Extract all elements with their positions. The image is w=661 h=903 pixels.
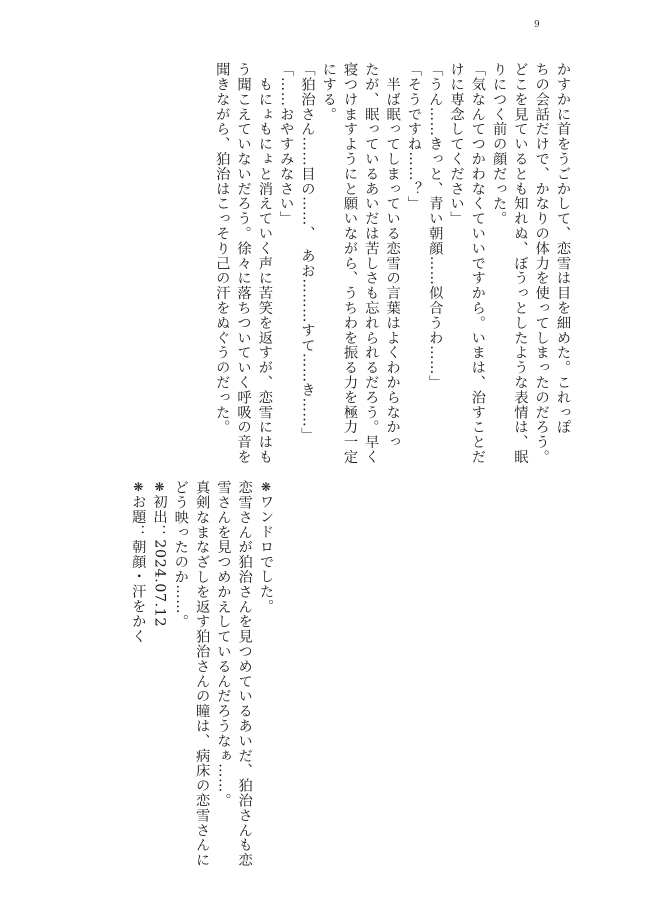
- story-line: 「うん……きっと、青い朝顔……似合うわ……」: [427, 62, 444, 390]
- note-line: 恋雪さんが狛治さんを見つめているあいだ、狛治さんも恋: [236, 480, 253, 868]
- story-line: かすかに首をうごかして、恋雪は目を細めた。これっぽ: [555, 62, 571, 435]
- note-line: どう映ったのか……。: [172, 480, 189, 629]
- snowflake-icon: ❋: [152, 480, 167, 495]
- note-line: 雪さんを見つめかえしているんだろうなぁ……。: [215, 480, 232, 808]
- story-line: もにょもにょと消えていく声に苦笑を返すが、恋雪にはも: [256, 62, 273, 465]
- story-line: たが、眠っているあいだは苦しさも忘れられるだろう。早く: [363, 62, 380, 465]
- story-line: どこを見ているとも知れぬ、ぼうっとしたような表情は、眠: [512, 62, 529, 465]
- note-line: 真剣なまなざしを返す狛治さんの瞳は、病床の恋雪さんに: [194, 480, 211, 868]
- story-line: 「……おやすみなさい」: [278, 62, 295, 226]
- story-line: 聞きながら、狛治はこっそり己の汗をぬぐうのだった。: [214, 62, 231, 435]
- note-line: ❋お題：朝顔・汗をかく: [127, 480, 148, 880]
- note-line: ❋ワンドロでした。: [255, 480, 276, 880]
- afterword-notes: [127, 480, 276, 880]
- story-line: 半ば眠ってしまっている恋雪の言葉はよくわからなかっ: [384, 62, 401, 450]
- snowflake-icon: ❋: [131, 480, 146, 495]
- story-line: にする。: [320, 62, 337, 122]
- story-line: 「そうですね……？」: [405, 62, 422, 211]
- story-text: [211, 62, 573, 492]
- story-line: りにつく前の顔だった。: [491, 62, 508, 226]
- story-line: 「気なんてつかわなくていいですから。いまは、治すことだ: [469, 62, 486, 465]
- story-line: 「狛治さん……目の……、 あお………すて……き……」: [299, 62, 316, 443]
- story-line: 寝つけますようにと願いながら、うちわを振る力を極力一定: [342, 62, 359, 465]
- story-line: ちの会話だけで、かなりの体力を使ってしまったのだろう。: [533, 62, 550, 465]
- story-line: けに専念してください」: [448, 62, 465, 226]
- story-line: う聞こえていないだろう。徐々に落ちついていく呼吸の音を: [235, 62, 252, 465]
- note-line: ❋初出：2024.07.12: [148, 480, 169, 880]
- page-number: 9: [534, 20, 540, 30]
- snowflake-icon: ❋: [259, 480, 273, 495]
